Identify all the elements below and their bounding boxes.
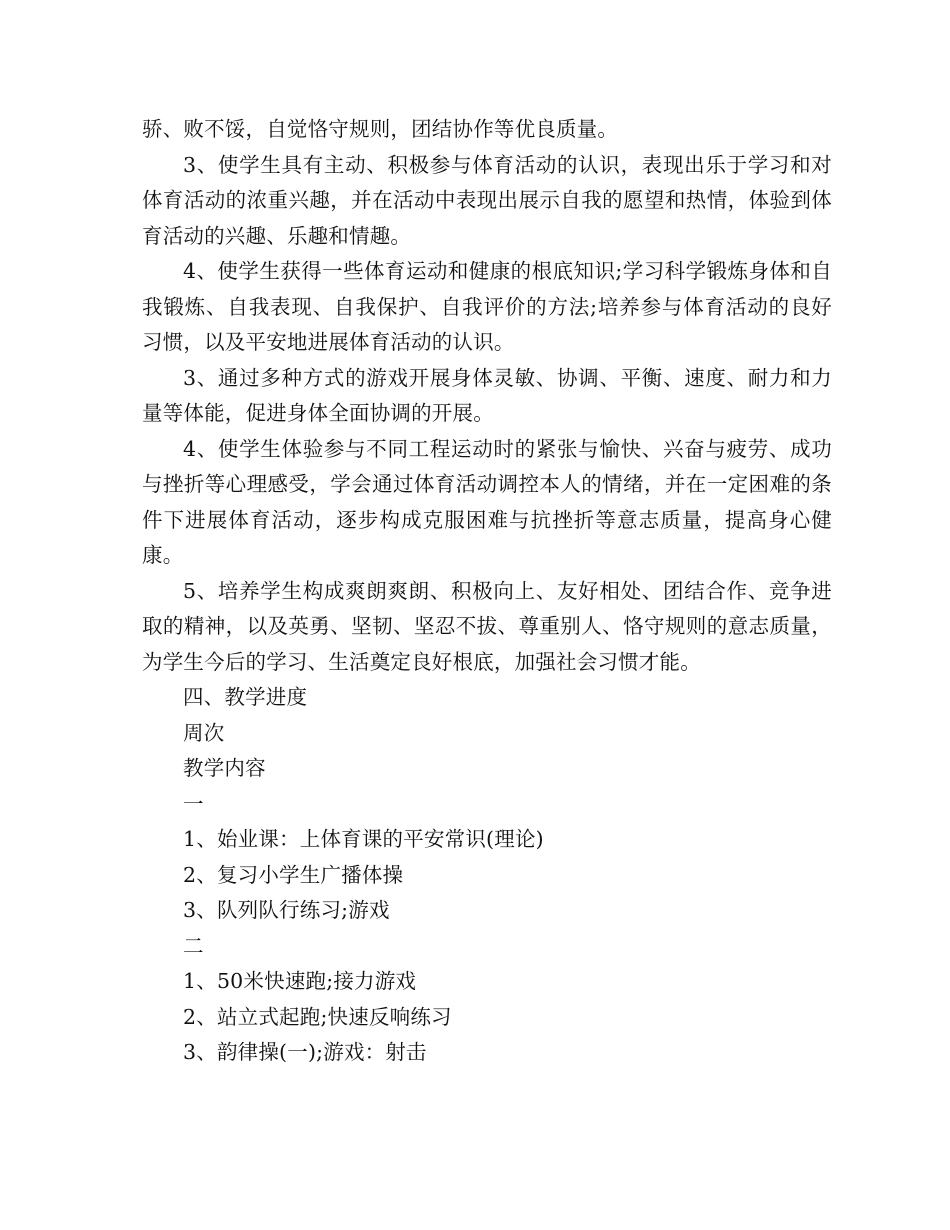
paragraph-continuation: 骄、败不馁，自觉恪守规则，团结协作等优良质量。: [142, 117, 619, 141]
week-item: 2、复习小学生广播体操: [183, 862, 404, 887]
paragraph-goal-3b: 3、通过多种方式的游戏开展身体灵敏、协调、平衡、速度、耐力和力量等体能，促进身体全面协调的开展。: [142, 365, 832, 425]
week-item: 3、韵律操(一);游戏：射击: [183, 1040, 427, 1064]
week-item: 1、始业课：上体育课的平安常识(理论): [183, 827, 544, 851]
week-item: 3、队列队行练习;游戏: [183, 898, 390, 922]
paragraph-goal-5: 5、培养学生构成爽朗爽朗、积极向上、友好相处、团结合作、竞争进取的精神，以及英勇、坚韧、坚忍不拔、尊重别人、恪守规则的意志质量，为学生今后的学习、生活奠定良好根底，加强社会习惯才能。: [142, 578, 832, 674]
week-label: 一: [183, 791, 204, 816]
column-content-header: 教学内容: [183, 756, 266, 780]
week-item: 2、站立式起跑;快速反响练习: [183, 1004, 452, 1029]
paragraph-goal-4b: 4、使学生体验参与不同工程运动时的紧张与愉快、兴奋与疲劳、成功与挫折等心理感受，学会通过体育活动调控本人的情绪，并在一定困难的条件下进展体育活动，逐步构成克服困难与抗挫折等意志质量，提高身心健康。: [142, 436, 832, 567]
week-label: 二: [183, 933, 204, 958]
paragraph-goal-4: 4、使学生获得一些体育运动和健康的根底知识;学习科学锻炼身体和自我锻炼、自我表现、自我保护、自我评价的方法;培养参与体育活动的良好习惯，以及平安地进展体育活动的认识。: [142, 259, 832, 354]
paragraph-goal-3: 3、使学生具有主动、积极参与体育活动的认识，表现出乐于学习和对体育活动的浓重兴趣，并在活动中表现出展示自我的愿望和热情，体验到体育活动的兴趣、乐趣和情趣。: [142, 152, 832, 248]
section-heading: 四、教学进度: [183, 685, 308, 709]
week-item: 1、50米快速跑;接力游戏: [183, 969, 417, 993]
column-week-header: 周次: [183, 720, 225, 745]
